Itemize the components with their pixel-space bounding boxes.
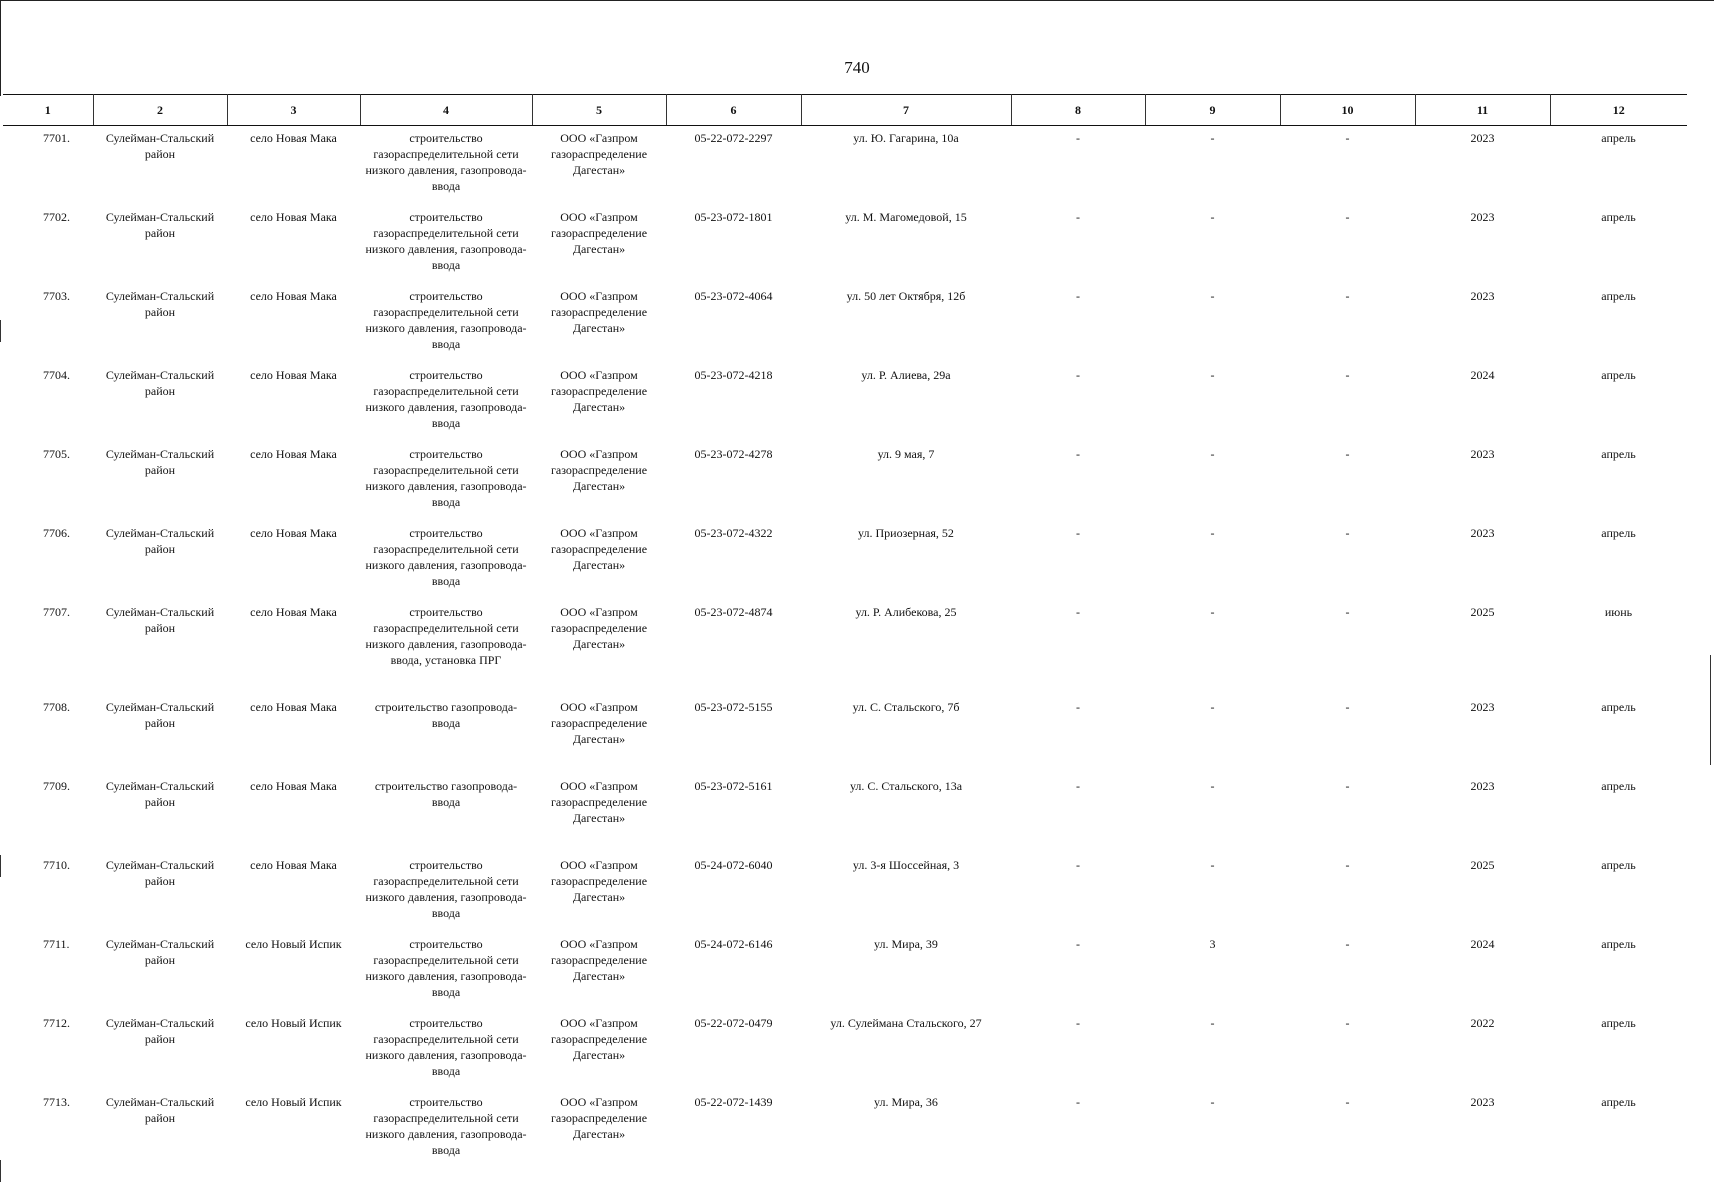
cell-col10: - — [1345, 779, 1350, 793]
cell-col10: - — [1345, 447, 1350, 461]
cell-month: апрель — [1601, 210, 1636, 224]
register-table — [3, 94, 1687, 1169]
cell-organization: ООО «Газпром газораспределение Дагестан» — [550, 368, 648, 414]
cell-settlement: село Новый Испик — [245, 1095, 342, 1109]
cell-settlement: село Новая Мака — [250, 447, 337, 461]
cell-year: 2024 — [1470, 368, 1495, 382]
cell-year: 2023 — [1470, 779, 1495, 793]
cell-number: 7707. — [43, 605, 70, 619]
cell-year: 2023 — [1470, 210, 1495, 224]
cell-number: 7713. — [43, 1095, 70, 1109]
cell-settlement: село Новая Мака — [250, 526, 337, 540]
cell-col10: - — [1345, 210, 1350, 224]
cell-col9: - — [1210, 1095, 1215, 1109]
cell-year: 2023 — [1470, 526, 1495, 540]
cell-settlement: село Новый Испик — [245, 1016, 342, 1030]
cell-number: 7702. — [43, 210, 70, 224]
cell-settlement: село Новая Мака — [250, 779, 337, 793]
cell-work: строительство газораспределительной сети низкого давления, газопровода-ввода — [365, 1095, 527, 1157]
scan-border-left — [0, 0, 1, 96]
table-row — [3, 853, 1687, 932]
cell-settlement: село Новая Мака — [250, 210, 337, 224]
cell-col10: - — [1345, 858, 1350, 872]
cell-col8: - — [1076, 937, 1080, 951]
cell-work: строительство газораспределительной сети низкого давления, газопровода-ввода, установка ПРГ — [365, 605, 527, 667]
column-header-11: 11 — [1415, 95, 1550, 126]
cell-work: строительство газораспределительной сети низкого давления, газопровода-ввода — [365, 526, 527, 588]
cell-number: 7712. — [43, 1016, 70, 1030]
table-row — [3, 774, 1687, 853]
page-number: 740 — [844, 58, 870, 77]
cell-address: ул. Р. Алиева, 29а — [861, 368, 951, 382]
table-row — [3, 521, 1687, 600]
cell-col8: - — [1076, 605, 1080, 619]
cell-month: апрель — [1601, 937, 1636, 951]
cell-col8: - — [1076, 779, 1080, 793]
cell-year: 2023 — [1470, 289, 1495, 303]
cell-col10: - — [1345, 289, 1350, 303]
scan-edge-mark — [1710, 655, 1711, 765]
cell-year: 2023 — [1470, 447, 1495, 461]
cell-number: 7708. — [43, 700, 70, 714]
cell-code: 05-22-072-0479 — [694, 1016, 773, 1030]
cell-number: 7703. — [43, 289, 70, 303]
cell-col10: - — [1345, 131, 1350, 145]
cell-col9: - — [1210, 605, 1215, 619]
header-row — [3, 95, 1687, 126]
cell-address: ул. 9 мая, 7 — [877, 447, 935, 461]
cell-year: 2025 — [1470, 605, 1495, 619]
cell-code: 05-24-072-6040 — [694, 858, 773, 872]
cell-work: строительство газораспределительной сети низкого давления, газопровода-ввода — [365, 368, 527, 430]
cell-col8: - — [1076, 368, 1080, 382]
cell-col9: - — [1210, 779, 1215, 793]
cell-col9: - — [1210, 858, 1215, 872]
cell-code: 05-23-072-4874 — [694, 605, 773, 619]
column-header-12: 12 — [1550, 95, 1687, 126]
cell-address: ул. С. Стальского, 13а — [849, 779, 963, 793]
cell-code: 05-23-072-1801 — [694, 210, 773, 224]
cell-col8: - — [1076, 526, 1080, 540]
cell-col9: - — [1210, 1016, 1215, 1030]
cell-month: апрель — [1601, 131, 1636, 145]
cell-code: 05-23-072-4322 — [694, 526, 773, 540]
cell-col8: - — [1076, 289, 1080, 303]
cell-organization: ООО «Газпром газораспределение Дагестан» — [550, 1016, 648, 1062]
cell-code: 05-24-072-6146 — [694, 937, 773, 951]
cell-code: 05-23-072-5155 — [694, 700, 773, 714]
table-row — [3, 600, 1687, 695]
table-row — [3, 932, 1687, 1011]
cell-year: 2023 — [1470, 131, 1495, 145]
cell-number: 7705. — [43, 447, 70, 461]
cell-settlement: село Новая Мака — [250, 605, 337, 619]
cell-col9: - — [1210, 131, 1215, 145]
cell-code: 05-22-072-1439 — [694, 1095, 773, 1109]
cell-district: Сулейман-Стальский район — [105, 700, 215, 730]
cell-address: ул. М. Магомедовой, 15 — [845, 210, 967, 224]
cell-organization: ООО «Газпром газораспределение Дагестан» — [550, 858, 648, 904]
cell-col9: 3 — [1209, 937, 1216, 951]
cell-organization: ООО «Газпром газораспределение Дагестан» — [550, 526, 648, 572]
column-header-3: 3 — [227, 95, 360, 126]
cell-number: 7704. — [43, 368, 70, 382]
cell-code: 05-23-072-4278 — [694, 447, 773, 461]
cell-work: строительство газораспределительной сети низкого давления, газопровода-ввода — [365, 937, 527, 999]
cell-organization: ООО «Газпром газораспределение Дагестан» — [550, 447, 648, 493]
column-header-9: 9 — [1145, 95, 1280, 126]
cell-district: Сулейман-Стальский район — [105, 447, 215, 477]
column-header-2: 2 — [93, 95, 227, 126]
table-header — [3, 95, 1687, 126]
cell-work: строительство газопровода-ввода — [374, 779, 518, 809]
cell-work: строительство газораспределительной сети низкого давления, газопровода-ввода — [365, 447, 527, 509]
cell-col8: - — [1076, 1016, 1080, 1030]
cell-month: апрель — [1601, 368, 1636, 382]
cell-settlement: село Новая Мака — [250, 700, 337, 714]
cell-district: Сулейман-Стальский район — [105, 1016, 215, 1046]
cell-district: Сулейман-Стальский район — [105, 526, 215, 556]
cell-settlement: село Новый Испик — [245, 937, 342, 951]
scan-edge-mark — [0, 320, 1, 342]
table-body — [3, 126, 1687, 1170]
cell-col8: - — [1076, 700, 1080, 714]
cell-col8: - — [1076, 858, 1080, 872]
cell-work: строительство газораспределительной сети низкого давления, газопровода-ввода — [365, 858, 527, 920]
cell-number: 7701. — [43, 131, 70, 145]
cell-organization: ООО «Газпром газораспределение Дагестан» — [550, 605, 648, 651]
cell-month: апрель — [1601, 447, 1636, 461]
cell-district: Сулейман-Стальский район — [105, 779, 215, 809]
column-header-4: 4 — [360, 95, 532, 126]
cell-col9: - — [1210, 700, 1215, 714]
scan-edge-mark — [0, 1160, 1, 1182]
cell-month: апрель — [1601, 1095, 1636, 1109]
cell-col8: - — [1076, 210, 1080, 224]
cell-district: Сулейман-Стальский район — [105, 937, 215, 967]
cell-code: 05-23-072-4064 — [694, 289, 773, 303]
cell-organization: ООО «Газпром газораспределение Дагестан» — [550, 289, 648, 335]
cell-col10: - — [1345, 1016, 1350, 1030]
cell-organization: ООО «Газпром газораспределение Дагестан» — [550, 210, 648, 256]
cell-address: ул. С. Стальского, 7б — [852, 700, 960, 714]
cell-code: 05-22-072-2297 — [694, 131, 773, 145]
cell-district: Сулейман-Стальский район — [105, 1095, 215, 1125]
column-header-6: 6 — [666, 95, 801, 126]
cell-col9: - — [1210, 210, 1215, 224]
cell-month: апрель — [1601, 779, 1636, 793]
cell-work: строительство газопровода-ввода — [374, 700, 518, 730]
column-header-5: 5 — [532, 95, 666, 126]
cell-address: ул. 50 лет Октября, 12б — [846, 289, 966, 303]
cell-settlement: село Новая Мака — [250, 368, 337, 382]
table-row — [3, 284, 1687, 363]
cell-address: ул. Мира, 39 — [874, 937, 938, 951]
cell-month: апрель — [1601, 526, 1636, 540]
cell-district: Сулейман-Стальский район — [105, 605, 215, 635]
cell-organization: ООО «Газпром газораспределение Дагестан» — [550, 700, 648, 746]
scan-edge-mark — [0, 855, 1, 877]
cell-district: Сулейман-Стальский район — [105, 289, 215, 319]
cell-number: 7710. — [43, 858, 70, 872]
cell-year: 2024 — [1470, 937, 1495, 951]
cell-month: апрель — [1601, 858, 1636, 872]
column-header-1: 1 — [3, 95, 93, 126]
scan-border-top — [0, 0, 1714, 1]
cell-col10: - — [1345, 1095, 1350, 1109]
cell-number: 7711. — [43, 937, 70, 951]
cell-col10: - — [1345, 526, 1350, 540]
table-row — [3, 363, 1687, 442]
cell-code: 05-23-072-4218 — [694, 368, 773, 382]
cell-col8: - — [1076, 447, 1080, 461]
table-row — [3, 1090, 1687, 1169]
cell-year: 2022 — [1470, 1016, 1495, 1030]
cell-organization: ООО «Газпром газораспределение Дагестан» — [550, 131, 648, 177]
cell-year: 2025 — [1470, 858, 1495, 872]
cell-col10: - — [1345, 700, 1350, 714]
register-table-container — [3, 94, 1687, 1169]
cell-col9: - — [1210, 447, 1215, 461]
cell-address: ул. Р. Алибекова, 25 — [855, 605, 957, 619]
cell-col9: - — [1210, 368, 1215, 382]
cell-col9: - — [1210, 526, 1215, 540]
cell-number: 7709. — [43, 779, 70, 793]
cell-district: Сулейман-Стальский район — [105, 368, 215, 398]
cell-organization: ООО «Газпром газораспределение Дагестан» — [550, 779, 648, 825]
column-header-7: 7 — [801, 95, 1011, 126]
cell-work: строительство газораспределительной сети низкого давления, газопровода-ввода — [365, 131, 527, 193]
cell-work: строительство газораспределительной сети низкого давления, газопровода-ввода — [365, 210, 527, 272]
cell-work: строительство газораспределительной сети низкого давления, газопровода-ввода — [365, 1016, 527, 1078]
cell-month: апрель — [1601, 289, 1636, 303]
cell-settlement: село Новая Мака — [250, 289, 337, 303]
column-header-8: 8 — [1011, 95, 1145, 126]
cell-col10: - — [1345, 937, 1350, 951]
cell-address: ул. Сулеймана Стальского, 27 — [830, 1016, 982, 1030]
table-row — [3, 695, 1687, 774]
cell-month: апрель — [1601, 1016, 1636, 1030]
cell-code: 05-23-072-5161 — [694, 779, 773, 793]
cell-col9: - — [1210, 289, 1215, 303]
cell-address: ул. Мира, 36 — [874, 1095, 938, 1109]
cell-work: строительство газораспределительной сети низкого давления, газопровода-ввода — [365, 289, 527, 351]
cell-year: 2023 — [1470, 1095, 1495, 1109]
cell-settlement: село Новая Мака — [250, 131, 337, 145]
cell-col10: - — [1345, 368, 1350, 382]
cell-address: ул. 3-я Шоссейная, 3 — [852, 858, 960, 872]
cell-district: Сулейман-Стальский район — [105, 858, 215, 888]
cell-month: апрель — [1601, 700, 1636, 714]
cell-col8: - — [1076, 131, 1080, 145]
cell-number: 7706. — [43, 526, 70, 540]
cell-month: июнь — [1604, 605, 1633, 619]
cell-col10: - — [1345, 605, 1350, 619]
cell-year: 2023 — [1470, 700, 1495, 714]
cell-settlement: село Новая Мака — [250, 858, 337, 872]
cell-organization: ООО «Газпром газораспределение Дагестан» — [550, 937, 648, 983]
cell-district: Сулейман-Стальский район — [105, 210, 215, 240]
cell-organization: ООО «Газпром газораспределение Дагестан» — [550, 1095, 648, 1141]
cell-address: ул. Приозерная, 52 — [858, 526, 954, 540]
table-row — [3, 1011, 1687, 1090]
table-row — [3, 205, 1687, 284]
cell-col8: - — [1076, 1095, 1080, 1109]
column-header-10: 10 — [1280, 95, 1415, 126]
table-row — [3, 126, 1687, 206]
table-row — [3, 442, 1687, 521]
cell-address: ул. Ю. Гагарина, 10а — [853, 131, 959, 145]
cell-district: Сулейман-Стальский район — [105, 131, 215, 161]
